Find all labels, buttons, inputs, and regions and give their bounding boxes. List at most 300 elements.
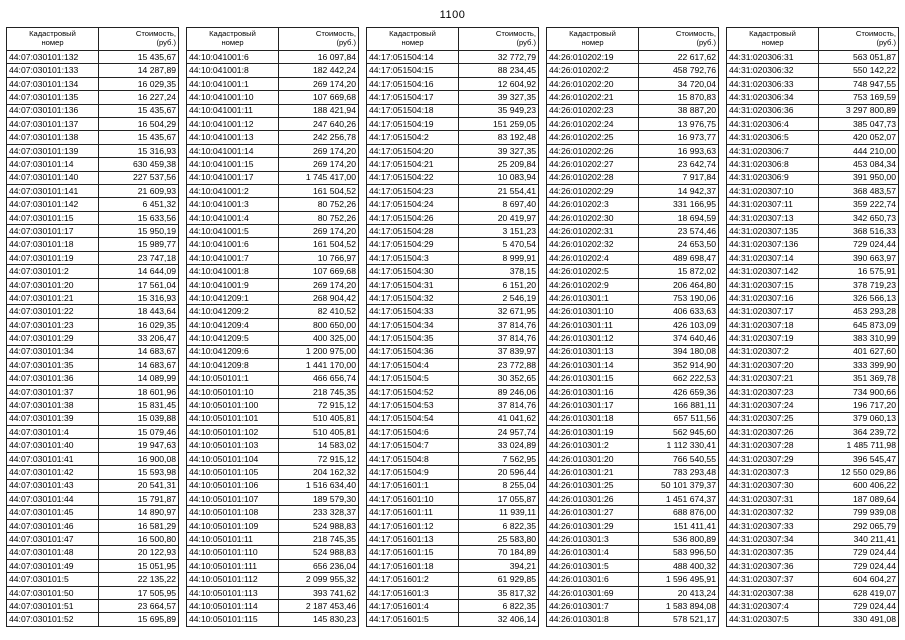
table-row xyxy=(367,158,539,171)
header-text: номер xyxy=(761,38,784,47)
table-row xyxy=(187,251,359,264)
cost-cell: 17 561,04 xyxy=(99,278,179,291)
cost-cell: 466 656,74 xyxy=(279,372,359,385)
table-row xyxy=(367,479,539,492)
cadastral-number-cell: 44:26:010202:3 xyxy=(547,198,639,211)
table-row xyxy=(367,573,539,586)
table-row xyxy=(547,265,719,278)
table-row xyxy=(187,492,359,505)
table-row xyxy=(547,466,719,479)
cost-cell: 30 352,65 xyxy=(459,372,539,385)
cadastral-number-cell: 44:17:051504:30 xyxy=(367,265,459,278)
table-row xyxy=(727,104,899,117)
cadastral-number-cell: 44:26:010202:31 xyxy=(547,225,639,238)
cost-cell: 15 831,45 xyxy=(99,399,179,412)
cost-cell: 420 052,07 xyxy=(819,131,899,144)
cost-cell: 510 405,81 xyxy=(279,425,359,438)
table-row xyxy=(727,318,899,331)
table-row xyxy=(547,238,719,251)
cadastral-number-cell: 44:17:051504:22 xyxy=(367,171,459,184)
table-row xyxy=(727,358,899,371)
table-row xyxy=(7,559,179,572)
cadastral-number-cell: 44:10:041209:5 xyxy=(187,332,279,345)
cadastral-number-cell: 44:31:020307:17 xyxy=(727,305,819,318)
table-row xyxy=(7,385,179,398)
cost-cell: 11 939,11 xyxy=(459,506,539,519)
cadastral-number-cell: 44:26:010301:10 xyxy=(547,305,639,318)
cost-cell: 444 210,00 xyxy=(819,144,899,157)
table-row xyxy=(547,358,719,371)
cadastral-number-cell: 44:26:010202:24 xyxy=(547,117,639,130)
table-row xyxy=(7,586,179,599)
header-text: номер xyxy=(41,38,64,47)
cost-cell: 72 915,12 xyxy=(279,399,359,412)
cost-cell: 37 814,76 xyxy=(459,318,539,331)
cost-cell: 488 400,32 xyxy=(639,559,719,572)
cost-cell: 378 719,23 xyxy=(819,278,899,291)
table-row xyxy=(367,533,539,546)
cadastral-number-cell: 44:26:010301:12 xyxy=(547,332,639,345)
cost-cell: 23 642,74 xyxy=(639,158,719,171)
cost-cell: 393 741,62 xyxy=(279,586,359,599)
cost-cell: 1 745 417,00 xyxy=(279,171,359,184)
cadastral-number-cell: 44:31:020307:36 xyxy=(727,559,819,572)
cost-cell: 292 065,79 xyxy=(819,519,899,532)
cost-cell: 331 166,95 xyxy=(639,198,719,211)
header-text: Стоимость, xyxy=(135,29,176,39)
cadastral-number-cell: 44:26:010202:19 xyxy=(547,51,639,64)
cadastral-number-cell: 44:26:010301:27 xyxy=(547,506,639,519)
table-row xyxy=(727,158,899,171)
cost-cell: 783 293,48 xyxy=(639,466,719,479)
cadastral-number-cell: 44:17:051504:32 xyxy=(367,292,459,305)
cost-header xyxy=(819,28,899,51)
cost-cell: 578 521,17 xyxy=(639,613,719,626)
table-row xyxy=(367,144,539,157)
cost-cell: 161 504,52 xyxy=(279,238,359,251)
table-row xyxy=(187,452,359,465)
table-row xyxy=(187,546,359,559)
table-row xyxy=(547,91,719,104)
table-row xyxy=(7,305,179,318)
cadastral-number-cell: 44:31:020306:8 xyxy=(727,158,819,171)
cadastral-number-cell: 44:17:051504:5 xyxy=(367,372,459,385)
cadastral-number-cell: 44:31:020307:19 xyxy=(727,332,819,345)
table-row xyxy=(7,251,179,264)
table-row xyxy=(187,372,359,385)
table-row xyxy=(7,318,179,331)
table-row xyxy=(187,77,359,90)
table-row xyxy=(7,64,179,77)
cadastral-number-cell: 44:10:041001:6 xyxy=(187,51,279,64)
cadastral-number-cell: 44:17:051504:14 xyxy=(367,51,459,64)
cadastral-number-cell: 44:31:020307:16 xyxy=(727,292,819,305)
table-row xyxy=(547,559,719,572)
cadastral-number-cell: 44:26:010202:27 xyxy=(547,158,639,171)
cadastral-number-cell: 44:10:041001:17 xyxy=(187,171,279,184)
table-row xyxy=(367,466,539,479)
table-row xyxy=(727,211,899,224)
cost-cell: 50 101 379,37 xyxy=(639,479,719,492)
cost-cell: 20 413,24 xyxy=(639,586,719,599)
cost-cell: 1 112 330,41 xyxy=(639,439,719,452)
cost-cell: 600 406,22 xyxy=(819,479,899,492)
cost-cell: 524 988,83 xyxy=(279,519,359,532)
cadastral-number-cell: 44:10:050101:111 xyxy=(187,559,279,572)
cadastral-number-cell: 44:07:030101:35 xyxy=(7,358,99,371)
cost-cell: 524 988,83 xyxy=(279,546,359,559)
cadastral-number-cell: 44:31:020306:32 xyxy=(727,64,819,77)
cost-cell: 1 451 674,37 xyxy=(639,492,719,505)
table-row xyxy=(7,519,179,532)
table-row xyxy=(727,184,899,197)
cost-cell: 799 939,08 xyxy=(819,506,899,519)
cadastral-number-cell: 44:17:051601:2 xyxy=(367,573,459,586)
table-row xyxy=(187,265,359,278)
cost-cell: 14 287,89 xyxy=(99,64,179,77)
cadastral-number-cell: 44:07:030101:48 xyxy=(7,546,99,559)
cadastral-number-cell: 44:10:050101:11 xyxy=(187,533,279,546)
table-row xyxy=(7,358,179,371)
table-row xyxy=(727,372,899,385)
table-row xyxy=(547,171,719,184)
table-row xyxy=(187,131,359,144)
table-row xyxy=(7,117,179,130)
cost-cell: 374 640,46 xyxy=(639,332,719,345)
table-row xyxy=(7,51,179,64)
table-row xyxy=(547,613,719,626)
cadastral-number-cell: 44:07:030101:52 xyxy=(7,613,99,626)
table-row xyxy=(727,559,899,572)
cost-cell: 25 209,84 xyxy=(459,158,539,171)
table-row xyxy=(727,385,899,398)
table-row xyxy=(187,64,359,77)
cadastral-number-cell: 44:07:030101:19 xyxy=(7,251,99,264)
cadastral-number-cell: 44:07:030101:49 xyxy=(7,559,99,572)
header-text: Кадастровый xyxy=(749,29,796,39)
table-row xyxy=(547,144,719,157)
cost-cell: 151 259,05 xyxy=(459,117,539,130)
table-row xyxy=(7,466,179,479)
cadastral-number-cell: 44:10:050101:107 xyxy=(187,492,279,505)
cadastral-number-cell: 44:17:051504:16 xyxy=(367,77,459,90)
cadastral-number-cell: 44:31:020307:26 xyxy=(727,425,819,438)
table-row xyxy=(367,613,539,626)
cost-cell: 15 633,56 xyxy=(99,211,179,224)
cost-cell: 23 772,88 xyxy=(459,358,539,371)
cost-cell: 656 236,04 xyxy=(279,559,359,572)
table-row xyxy=(547,64,719,77)
table-row xyxy=(7,211,179,224)
cost-cell: 61 929,85 xyxy=(459,573,539,586)
cost-cell: 15 079,46 xyxy=(99,425,179,438)
cadastral-number-cell: 44:26:010301:13 xyxy=(547,345,639,358)
cost-cell: 17 505,95 xyxy=(99,586,179,599)
cadastral-number-cell: 44:26:010301:17 xyxy=(547,399,639,412)
cost-cell: 368 516,33 xyxy=(819,225,899,238)
cost-cell: 748 947,55 xyxy=(819,77,899,90)
table-row xyxy=(727,519,899,532)
cost-cell: 394 180,08 xyxy=(639,345,719,358)
cadastral-number-cell: 44:10:041001:4 xyxy=(187,211,279,224)
table-row xyxy=(547,104,719,117)
table-row xyxy=(727,225,899,238)
cadastral-number-cell: 44:26:010202:21 xyxy=(547,91,639,104)
cost-cell: 32 406,14 xyxy=(459,613,539,626)
cadastral-number-cell: 44:31:020307:15 xyxy=(727,278,819,291)
cost-cell: 25 583,80 xyxy=(459,533,539,546)
table-row xyxy=(367,198,539,211)
cadastral-number-cell: 44:26:010202:26 xyxy=(547,144,639,157)
table-row xyxy=(547,332,719,345)
cadastral-number-cell: 44:17:051504:31 xyxy=(367,278,459,291)
cost-cell: 89 246,06 xyxy=(459,385,539,398)
cost-cell: 645 873,09 xyxy=(819,318,899,331)
table-row xyxy=(547,184,719,197)
cadastral-number-cell: 44:07:030101:141 xyxy=(7,184,99,197)
cost-cell: 151 411,41 xyxy=(639,519,719,532)
cost-cell: 15 316,93 xyxy=(99,292,179,305)
cost-cell: 39 327,35 xyxy=(459,144,539,157)
cadastral-number-cell: 44:17:051601:15 xyxy=(367,546,459,559)
cadastral-number-cell: 44:26:010301:14 xyxy=(547,358,639,371)
cadastral-number-cell: 44:07:030101:29 xyxy=(7,332,99,345)
table-header xyxy=(367,28,539,51)
cadastral-number-cell: 44:07:030101:4 xyxy=(7,425,99,438)
table-row xyxy=(7,439,179,452)
cadastral-number-cell: 44:10:050101:108 xyxy=(187,506,279,519)
cost-cell: 2 546,19 xyxy=(459,292,539,305)
cadastral-number-cell: 44:31:020306:33 xyxy=(727,77,819,90)
cost-cell: 15 051,95 xyxy=(99,559,179,572)
cadastral-number-cell: 44:17:051504:9 xyxy=(367,466,459,479)
cost-cell: 88 234,45 xyxy=(459,64,539,77)
table-row xyxy=(547,305,719,318)
table-row xyxy=(727,278,899,291)
cost-cell: 269 174,20 xyxy=(279,158,359,171)
cadastral-number-cell: 44:26:010301:21 xyxy=(547,466,639,479)
header-text: Кадастровый xyxy=(569,29,616,39)
cadastral-number-cell: 44:31:020306:7 xyxy=(727,144,819,157)
cadastral-number-cell: 44:26:010202:4 xyxy=(547,251,639,264)
table-row xyxy=(7,506,179,519)
cost-cell: 16 993,63 xyxy=(639,144,719,157)
cost-cell: 35 949,23 xyxy=(459,104,539,117)
table-row xyxy=(367,131,539,144)
table-row xyxy=(367,318,539,331)
cost-cell: 10 766,97 xyxy=(279,251,359,264)
cost-cell: 385 047,73 xyxy=(819,117,899,130)
table-row xyxy=(727,265,899,278)
cost-cell: 8 697,40 xyxy=(459,198,539,211)
table-row xyxy=(547,479,719,492)
table-row xyxy=(727,533,899,546)
cadastral-number-cell: 44:31:020307:20 xyxy=(727,358,819,371)
cost-cell: 16 029,35 xyxy=(99,318,179,331)
cadastral-number-cell: 44:26:010301:8 xyxy=(547,613,639,626)
cadastral-number-cell: 44:10:050101:109 xyxy=(187,519,279,532)
header-text: номер xyxy=(221,38,244,47)
cost-cell: 391 950,00 xyxy=(819,171,899,184)
cadastral-number-cell: 44:26:010202:25 xyxy=(547,131,639,144)
cadastral-number-cell: 44:17:051504:2 xyxy=(367,131,459,144)
cadastral-number-cell: 44:10:041001:8 xyxy=(187,64,279,77)
table-row xyxy=(187,332,359,345)
cadastral-number-cell: 44:07:030101:21 xyxy=(7,292,99,305)
cadastral-number-cell: 44:17:051504:6 xyxy=(367,425,459,438)
cadastral-number-cell: 44:17:051504:23 xyxy=(367,184,459,197)
table-row xyxy=(727,573,899,586)
cadastral-number-cell: 44:10:050101:115 xyxy=(187,613,279,626)
cadastral-number-cell: 44:31:020307:23 xyxy=(727,385,819,398)
cadastral-number-cell: 44:10:041001:11 xyxy=(187,104,279,117)
table-row xyxy=(727,91,899,104)
table-row xyxy=(547,198,719,211)
cost-cell: 37 814,76 xyxy=(459,332,539,345)
cadastral-number-cell: 44:07:030101:132 xyxy=(7,51,99,64)
cadastral-number-cell: 44:17:051504:54 xyxy=(367,412,459,425)
cadastral-number-cell: 44:10:050101:10 xyxy=(187,385,279,398)
table-row xyxy=(547,412,719,425)
cost-cell: 15 435,67 xyxy=(99,131,179,144)
table-header xyxy=(7,28,179,51)
cost-cell: 21 609,93 xyxy=(99,184,179,197)
cadastral-number-header xyxy=(727,28,819,51)
cadastral-number-cell: 44:31:020307:32 xyxy=(727,506,819,519)
table-row xyxy=(187,519,359,532)
cost-cell: 1 441 170,00 xyxy=(279,358,359,371)
cadastral-number-cell: 44:26:010301:2 xyxy=(547,439,639,452)
cadastral-number-cell: 44:31:020307:135 xyxy=(727,225,819,238)
table-row xyxy=(727,238,899,251)
header-text: Стоимость, xyxy=(855,29,896,39)
cost-cell: 18 694,59 xyxy=(639,211,719,224)
cost-cell: 16 575,91 xyxy=(819,265,899,278)
cadastral-number-cell: 44:31:020307:142 xyxy=(727,265,819,278)
table-row xyxy=(727,425,899,438)
cadastral-number-cell: 44:17:051504:53 xyxy=(367,399,459,412)
cost-cell: 17 055,87 xyxy=(459,492,539,505)
cadastral-number-cell: 44:07:030101:138 xyxy=(7,131,99,144)
table-row xyxy=(187,171,359,184)
cadastral-number-cell: 44:17:051504:29 xyxy=(367,238,459,251)
table-row xyxy=(547,372,719,385)
cadastral-number-cell: 44:31:020307:10 xyxy=(727,184,819,197)
table-row xyxy=(7,292,179,305)
cost-cell: 628 419,07 xyxy=(819,586,899,599)
table-row xyxy=(187,318,359,331)
cadastral-number-cell: 44:10:041001:12 xyxy=(187,117,279,130)
cadastral-number-cell: 44:31:020307:31 xyxy=(727,492,819,505)
cost-cell: 340 211,41 xyxy=(819,533,899,546)
cost-cell: 6 822,35 xyxy=(459,519,539,532)
cadastral-number-cell: 44:26:010301:69 xyxy=(547,586,639,599)
cadastral-table xyxy=(366,27,539,627)
cost-cell: 107 669,68 xyxy=(279,265,359,278)
cadastral-number-cell: 44:26:010202:28 xyxy=(547,171,639,184)
cadastral-number-cell: 44:07:030101:50 xyxy=(7,586,99,599)
table-row xyxy=(187,292,359,305)
table-row xyxy=(367,492,539,505)
cost-header xyxy=(99,28,179,51)
table-row xyxy=(187,439,359,452)
cost-cell: 662 222,53 xyxy=(639,372,719,385)
table-row xyxy=(547,318,719,331)
table-row xyxy=(367,452,539,465)
table-row xyxy=(727,345,899,358)
cost-cell: 196 717,20 xyxy=(819,399,899,412)
cadastral-number-cell: 44:17:051504:35 xyxy=(367,332,459,345)
cadastral-number-header xyxy=(7,28,99,51)
cost-cell: 37 839,97 xyxy=(459,345,539,358)
table-row xyxy=(367,586,539,599)
cost-cell: 189 579,30 xyxy=(279,492,359,505)
table-row xyxy=(7,131,179,144)
cost-cell: 161 504,52 xyxy=(279,184,359,197)
cost-cell: 23 747,18 xyxy=(99,251,179,264)
cost-cell: 734 900,66 xyxy=(819,385,899,398)
table-row xyxy=(187,51,359,64)
table-row xyxy=(7,546,179,559)
cadastral-number-cell: 44:07:030101:14 xyxy=(7,158,99,171)
cadastral-number-cell: 44:10:041001:15 xyxy=(187,158,279,171)
cost-cell: 3 297 800,89 xyxy=(819,104,899,117)
cadastral-number-cell: 44:26:010202:29 xyxy=(547,184,639,197)
table-row xyxy=(367,425,539,438)
cadastral-number-cell: 44:07:030101:38 xyxy=(7,399,99,412)
cost-cell: 1 596 495,91 xyxy=(639,573,719,586)
table-row xyxy=(547,573,719,586)
cadastral-number-cell: 44:26:010301:20 xyxy=(547,452,639,465)
table-row xyxy=(547,492,719,505)
cadastral-number-cell: 44:26:010301:16 xyxy=(547,385,639,398)
cost-cell: 15 870,83 xyxy=(639,91,719,104)
cost-cell: 72 915,12 xyxy=(279,452,359,465)
cost-header xyxy=(639,28,719,51)
cost-cell: 352 914,90 xyxy=(639,358,719,371)
cost-cell: 233 328,37 xyxy=(279,506,359,519)
table-row xyxy=(727,546,899,559)
cadastral-number-cell: 44:10:050101:110 xyxy=(187,546,279,559)
cadastral-number-cell: 44:26:010202:30 xyxy=(547,211,639,224)
cost-cell: 18 443,64 xyxy=(99,305,179,318)
cadastral-number-cell: 44:10:050101:102 xyxy=(187,425,279,438)
cost-cell: 269 174,20 xyxy=(279,278,359,291)
cadastral-number-cell: 44:17:051601:4 xyxy=(367,600,459,613)
table-row xyxy=(547,345,719,358)
cadastral-number-cell: 44:17:051504:20 xyxy=(367,144,459,157)
cadastral-number-cell: 44:07:030101:135 xyxy=(7,91,99,104)
cadastral-number-cell: 44:17:051504:33 xyxy=(367,305,459,318)
cadastral-number-cell: 44:07:030101:142 xyxy=(7,198,99,211)
table-row xyxy=(367,399,539,412)
table-row xyxy=(7,613,179,626)
table-row xyxy=(367,412,539,425)
cost-cell: 379 060,13 xyxy=(819,412,899,425)
table-row xyxy=(727,171,899,184)
cost-cell: 70 184,89 xyxy=(459,546,539,559)
cadastral-number-cell: 44:07:030101:43 xyxy=(7,479,99,492)
table-row xyxy=(367,345,539,358)
table-row xyxy=(727,506,899,519)
table-row xyxy=(547,546,719,559)
table-row xyxy=(7,158,179,171)
cost-cell: 753 169,59 xyxy=(819,91,899,104)
table-row xyxy=(187,425,359,438)
cost-cell: 15 695,89 xyxy=(99,613,179,626)
cadastral-number-cell: 44:07:030101:44 xyxy=(7,492,99,505)
table-row xyxy=(367,600,539,613)
